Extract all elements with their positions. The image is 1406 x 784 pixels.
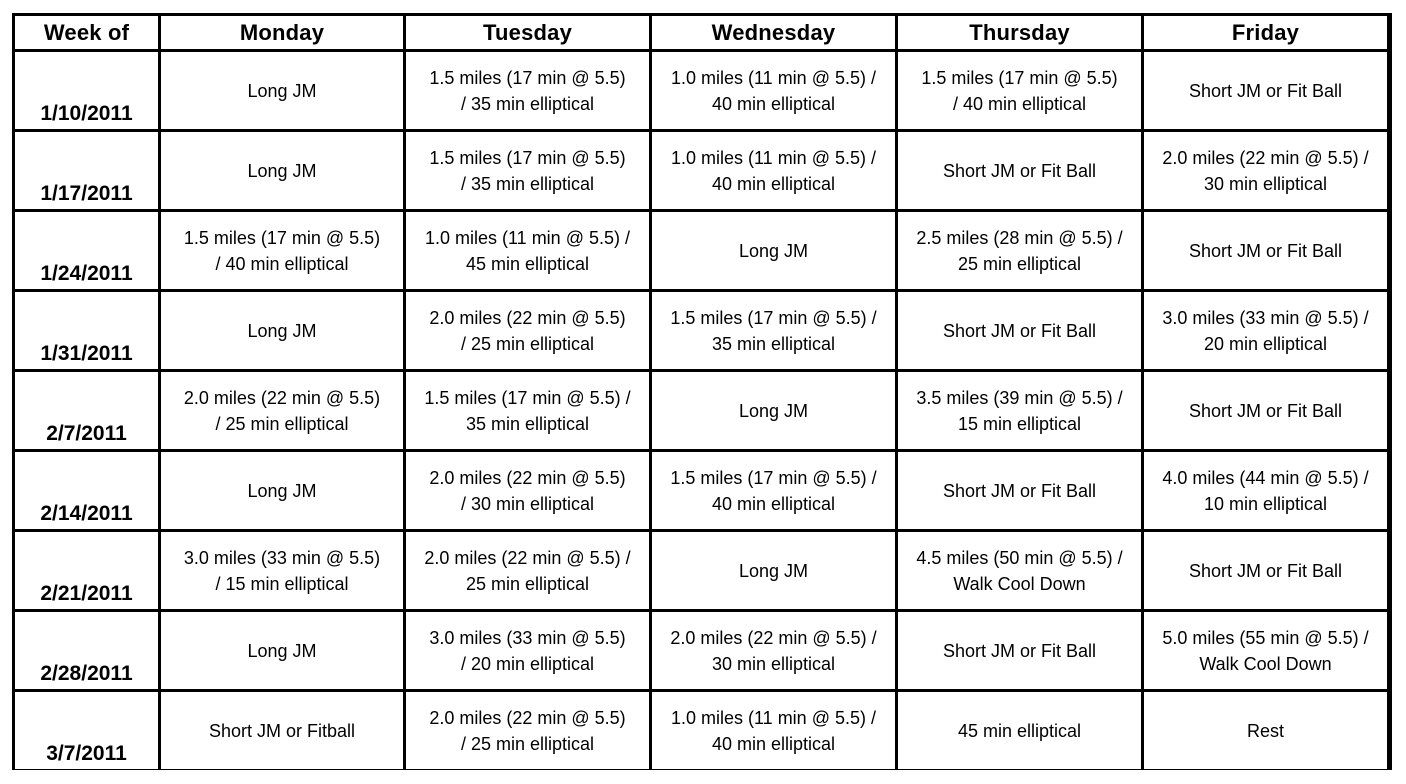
workout-cell-friday: 3.0 miles (33 min @ 5.5) / 20 min elliptical [1144, 292, 1387, 369]
week-date-cell: 3/7/2011 [15, 692, 158, 769]
workout-cell-friday: 5.0 miles (55 min @ 5.5) / Walk Cool Down [1144, 612, 1387, 689]
header-friday: Friday [1144, 16, 1387, 49]
workout-cell-thursday: Short JM or Fit Ball [898, 612, 1141, 689]
workout-cell-monday: Long JM [161, 292, 403, 369]
workout-cell-monday: Long JM [161, 52, 403, 129]
workout-cell-wednesday: 1.5 miles (17 min @ 5.5) / 35 min elliptical [652, 292, 895, 369]
workout-cell-friday: 2.0 miles (22 min @ 5.5) / 30 min elliptical [1144, 132, 1387, 209]
workout-cell-friday: Short JM or Fit Ball [1144, 372, 1387, 449]
workout-cell-monday: Long JM [161, 452, 403, 529]
workout-cell-monday: Short JM or Fitball [161, 692, 403, 769]
workout-cell-monday: Long JM [161, 612, 403, 689]
workout-cell-friday: Short JM or Fit Ball [1144, 52, 1387, 129]
week-date-cell: 2/21/2011 [15, 532, 158, 609]
workout-cell-tuesday: 3.0 miles (33 min @ 5.5) / 20 min elliptical [406, 612, 649, 689]
workout-cell-tuesday: 1.0 miles (11 min @ 5.5) / 45 min elliptical [406, 212, 649, 289]
workout-cell-friday: 4.0 miles (44 min @ 5.5) / 10 min elliptical [1144, 452, 1387, 529]
week-date-cell: 1/24/2011 [15, 212, 158, 289]
workout-cell-friday: Short JM or Fit Ball [1144, 212, 1387, 289]
workout-cell-thursday: 1.5 miles (17 min @ 5.5) / 40 min elliptical [898, 52, 1141, 129]
workout-cell-wednesday: 1.0 miles (11 min @ 5.5) / 40 min elliptical [652, 692, 895, 769]
workout-cell-wednesday: 2.0 miles (22 min @ 5.5) / 30 min elliptical [652, 612, 895, 689]
workout-cell-friday: Short JM or Fit Ball [1144, 532, 1387, 609]
week-date-cell: 1/17/2011 [15, 132, 158, 209]
workout-cell-tuesday: 2.0 miles (22 min @ 5.5) / 25 min elliptical [406, 692, 649, 769]
week-date-cell: 2/7/2011 [15, 372, 158, 449]
header-wednesday: Wednesday [652, 16, 895, 49]
workout-cell-monday: 2.0 miles (22 min @ 5.5) / 25 min elliptical [161, 372, 403, 449]
header-thursday: Thursday [898, 16, 1141, 49]
workout-cell-thursday: 3.5 miles (39 min @ 5.5) / 15 min elliptical [898, 372, 1141, 449]
header-tuesday: Tuesday [406, 16, 649, 49]
workout-cell-tuesday: 2.0 miles (22 min @ 5.5) / 25 min elliptical [406, 292, 649, 369]
workout-cell-wednesday: 1.5 miles (17 min @ 5.5) / 40 min elliptical [652, 452, 895, 529]
workout-cell-thursday: Short JM or Fit Ball [898, 292, 1141, 369]
week-date-cell: 1/31/2011 [15, 292, 158, 369]
workout-cell-wednesday: Long JM [652, 372, 895, 449]
workout-cell-wednesday: 1.0 miles (11 min @ 5.5) / 40 min elliptical [652, 132, 895, 209]
workout-cell-tuesday: 2.0 miles (22 min @ 5.5) / 30 min elliptical [406, 452, 649, 529]
header-monday: Monday [161, 16, 403, 49]
workout-cell-thursday: 45 min elliptical [898, 692, 1141, 769]
workout-cell-tuesday: 1.5 miles (17 min @ 5.5) / 35 min elliptical [406, 52, 649, 129]
week-date-cell: 2/14/2011 [15, 452, 158, 529]
workout-cell-tuesday: 1.5 miles (17 min @ 5.5) / 35 min elliptical [406, 372, 649, 449]
header-week-of: Week of [15, 16, 158, 49]
workout-cell-thursday: Short JM or Fit Ball [898, 132, 1141, 209]
workout-cell-tuesday: 1.5 miles (17 min @ 5.5) / 35 min elliptical [406, 132, 649, 209]
workout-cell-monday: 3.0 miles (33 min @ 5.5) / 15 min elliptical [161, 532, 403, 609]
workout-cell-wednesday: Long JM [652, 532, 895, 609]
workout-cell-monday: Long JM [161, 132, 403, 209]
workout-cell-monday: 1.5 miles (17 min @ 5.5) / 40 min elliptical [161, 212, 403, 289]
workout-cell-wednesday: 1.0 miles (11 min @ 5.5) / 40 min elliptical [652, 52, 895, 129]
workout-cell-thursday: Short JM or Fit Ball [898, 452, 1141, 529]
workout-cell-wednesday: Long JM [652, 212, 895, 289]
workout-cell-friday: Rest [1144, 692, 1387, 769]
week-date-cell: 2/28/2011 [15, 612, 158, 689]
workout-cell-thursday: 4.5 miles (50 min @ 5.5) / Walk Cool Down [898, 532, 1141, 609]
training-schedule-table [12, 13, 1392, 770]
week-date-cell: 1/10/2011 [15, 52, 158, 129]
workout-cell-tuesday: 2.0 miles (22 min @ 5.5) / 25 min elliptical [406, 532, 649, 609]
workout-cell-thursday: 2.5 miles (28 min @ 5.5) / 25 min elliptical [898, 212, 1141, 289]
